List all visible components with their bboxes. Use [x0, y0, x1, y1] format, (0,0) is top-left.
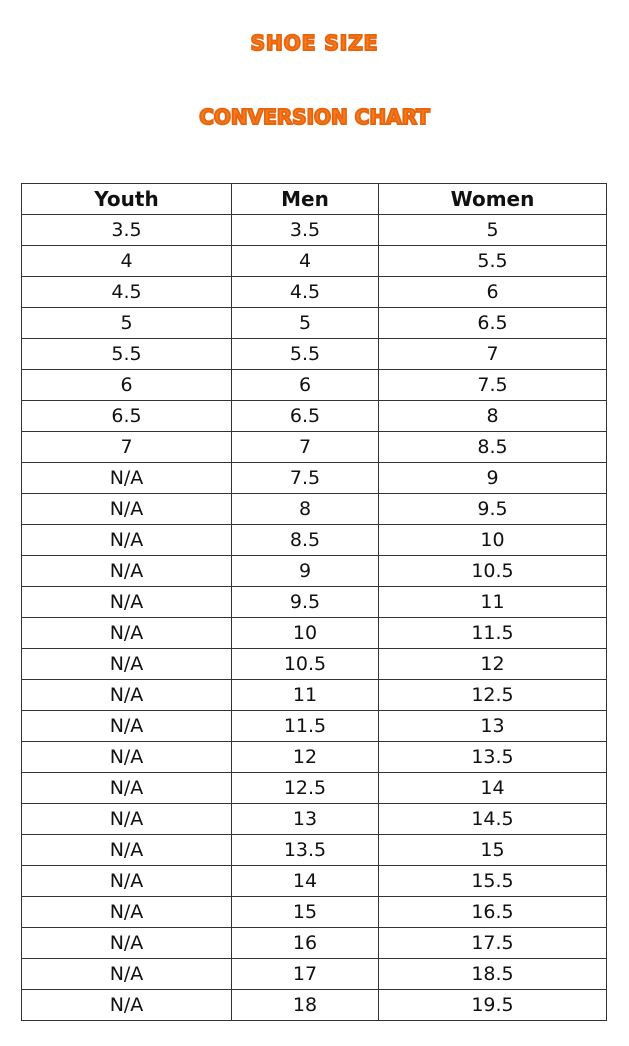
men-size-cell: 5.5	[232, 339, 379, 370]
men-size-cell: 15	[232, 897, 379, 928]
table-body	[22, 215, 607, 1021]
men-size-cell: 13	[232, 804, 379, 835]
youth-size-cell: N/A	[22, 649, 232, 680]
men-size-cell: 16	[232, 928, 379, 959]
page-title-line-1: SHOE SIZE	[250, 31, 379, 55]
youth-size-cell: N/A	[22, 866, 232, 897]
men-size-cell: 11.5	[232, 711, 379, 742]
women-size-cell: 9	[379, 463, 607, 494]
men-size-cell: 11	[232, 680, 379, 711]
women-size-cell: 11	[379, 587, 607, 618]
men-size-cell: 5	[232, 308, 379, 339]
men-size-cell: 14	[232, 866, 379, 897]
youth-size-cell: N/A	[22, 990, 232, 1021]
youth-size-cell: 6	[22, 370, 232, 401]
men-size-cell: 13.5	[232, 835, 379, 866]
table-row	[22, 525, 607, 556]
column-header-women: Women	[379, 184, 607, 215]
men-size-cell: 9.5	[232, 587, 379, 618]
table-row	[22, 990, 607, 1021]
men-size-cell: 18	[232, 990, 379, 1021]
table-row	[22, 308, 607, 339]
table-row	[22, 742, 607, 773]
women-size-cell: 12	[379, 649, 607, 680]
table-row	[22, 835, 607, 866]
youth-size-cell: N/A	[22, 556, 232, 587]
youth-size-cell: N/A	[22, 959, 232, 990]
youth-size-cell: N/A	[22, 742, 232, 773]
women-size-cell: 9.5	[379, 494, 607, 525]
youth-size-cell: 4.5	[22, 277, 232, 308]
women-size-cell: 16.5	[379, 897, 607, 928]
table-row	[22, 556, 607, 587]
women-size-cell: 14	[379, 773, 607, 804]
youth-size-cell: N/A	[22, 618, 232, 649]
men-size-cell: 6.5	[232, 401, 379, 432]
men-size-cell: 8	[232, 494, 379, 525]
women-size-cell: 13.5	[379, 742, 607, 773]
table-row	[22, 401, 607, 432]
men-size-cell: 4.5	[232, 277, 379, 308]
youth-size-cell: N/A	[22, 494, 232, 525]
youth-size-cell: 7	[22, 432, 232, 463]
youth-size-cell: N/A	[22, 835, 232, 866]
men-size-cell: 3.5	[232, 215, 379, 246]
men-size-cell: 7	[232, 432, 379, 463]
men-size-cell: 10.5	[232, 649, 379, 680]
table-row	[22, 463, 607, 494]
size-table-container	[21, 183, 606, 1021]
table-row	[22, 370, 607, 401]
table-row	[22, 432, 607, 463]
women-size-cell: 5	[379, 215, 607, 246]
women-size-cell: 15.5	[379, 866, 607, 897]
youth-size-cell: N/A	[22, 804, 232, 835]
women-size-cell: 7.5	[379, 370, 607, 401]
size-conversion-table	[21, 183, 607, 1021]
women-size-cell: 6	[379, 277, 607, 308]
men-size-cell: 9	[232, 556, 379, 587]
youth-size-cell: N/A	[22, 587, 232, 618]
youth-size-cell: N/A	[22, 711, 232, 742]
table-row	[22, 711, 607, 742]
table-row	[22, 339, 607, 370]
women-size-cell: 10.5	[379, 556, 607, 587]
women-size-cell: 17.5	[379, 928, 607, 959]
youth-size-cell: 6.5	[22, 401, 232, 432]
men-size-cell: 4	[232, 246, 379, 277]
table-row	[22, 277, 607, 308]
table-row	[22, 215, 607, 246]
table-row	[22, 897, 607, 928]
table-header-row	[22, 184, 607, 215]
table-row	[22, 246, 607, 277]
men-size-cell: 8.5	[232, 525, 379, 556]
men-size-cell: 12.5	[232, 773, 379, 804]
table-row	[22, 959, 607, 990]
table-row	[22, 649, 607, 680]
table-row	[22, 773, 607, 804]
women-size-cell: 12.5	[379, 680, 607, 711]
youth-size-cell: N/A	[22, 897, 232, 928]
men-size-cell: 7.5	[232, 463, 379, 494]
youth-size-cell: N/A	[22, 928, 232, 959]
youth-size-cell: 5	[22, 308, 232, 339]
youth-size-cell: 4	[22, 246, 232, 277]
youth-size-cell: 5.5	[22, 339, 232, 370]
women-size-cell: 19.5	[379, 990, 607, 1021]
women-size-cell: 8	[379, 401, 607, 432]
page-title-line-2: CONVERSION CHART	[199, 105, 430, 129]
women-size-cell: 5.5	[379, 246, 607, 277]
table-row	[22, 928, 607, 959]
men-size-cell: 17	[232, 959, 379, 990]
women-size-cell: 6.5	[379, 308, 607, 339]
youth-size-cell: N/A	[22, 525, 232, 556]
women-size-cell: 14.5	[379, 804, 607, 835]
women-size-cell: 8.5	[379, 432, 607, 463]
men-size-cell: 10	[232, 618, 379, 649]
table-row	[22, 494, 607, 525]
women-size-cell: 15	[379, 835, 607, 866]
youth-size-cell: N/A	[22, 680, 232, 711]
women-size-cell: 11.5	[379, 618, 607, 649]
table-row	[22, 587, 607, 618]
column-header-youth: Youth	[22, 184, 232, 215]
column-header-men: Men	[232, 184, 379, 215]
table-row	[22, 866, 607, 897]
women-size-cell: 10	[379, 525, 607, 556]
women-size-cell: 7	[379, 339, 607, 370]
youth-size-cell: N/A	[22, 463, 232, 494]
table-row	[22, 804, 607, 835]
women-size-cell: 18.5	[379, 959, 607, 990]
youth-size-cell: N/A	[22, 773, 232, 804]
table-row	[22, 618, 607, 649]
women-size-cell: 13	[379, 711, 607, 742]
youth-size-cell: 3.5	[22, 215, 232, 246]
men-size-cell: 6	[232, 370, 379, 401]
men-size-cell: 12	[232, 742, 379, 773]
table-row	[22, 680, 607, 711]
